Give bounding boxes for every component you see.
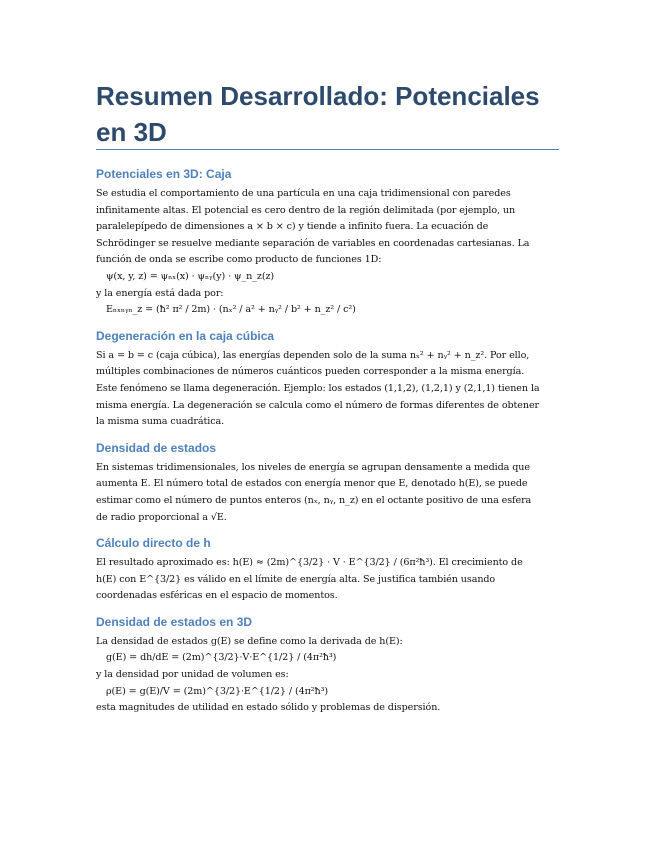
paragraph-line: Este fenómeno se llama degeneración. Ejemplo: los estados (1,1,2), (1,2,1) y (2,1,1) tienen la [96,382,540,394]
paragraph-line: y la energía está dada por: [96,287,224,299]
paragraph-line: El resultado aproximado es: h(E) ≈ (2m)^{3/2} · V · E^{3/2} / (6π²ħ³). El crecimiento de [96,557,523,569]
page-title: Resumen Desarrollado: Potenciales en 3D [96,81,540,147]
paragraph-line: Schrödinger se resuelve mediante separación de variables en coordenadas cartesianas. La [96,237,530,249]
section-densidad [96,440,560,526]
paragraph-line: la misma suma cuadrática. [96,416,225,428]
paragraph-line: múltiples combinaciones de números cuánticos pueden corresponder a la misma energía. [96,366,525,378]
paragraph-line: función de onda se escribe como producto de funciones 1D: [96,254,382,266]
paragraph-line: coordenadas esféricas en el espacio de momentos. [96,590,338,602]
section-heading: Potenciales en 3D: Caja [96,167,232,181]
paragraph-line: aumenta E. El número total de estados con energía menor que E, denotado h(E), se puede [96,478,528,490]
section-degeneracion [96,328,560,431]
paragraph-line: estimar como el número de puntos enteros (nₓ, nᵧ, n_z) en el octante positivo de una esfera [96,494,532,506]
section-heading: Densidad de estados en 3D [96,614,253,629]
paragraph-line: esta magnitudes de utilidad en estado sólido y problemas de dispersión. [96,702,441,714]
section-calculo-h [96,535,560,605]
paragraph-line: En sistemas tridimensionales, los niveles de energía se agrupan densamente a medida que [96,461,530,473]
equation-energy: Eₙₓₙᵧₙ_z = (ħ² π² / 2m) · (nₓ² / a² + nᵧ² / b² + n_z² / c²) [106,304,356,316]
paragraph-line: h(E) con E^{3/2} es válido en el límite de energía alta. Se justifica también usando [96,573,496,585]
paragraph-line: misma energía. La degeneración se calcula como el número de formas diferentes de obtener [96,399,540,411]
equation-rho: ρ(E) = g(E)/V = (2m)^{3/2}·E^{1/2} / (4π²ħ³) [106,685,329,697]
paragraph-line: Se estudia el comportamiento de una partícula en una caja tridimensional con paredes [96,188,511,199]
paragraph-line: y la densidad por unidad de volumen es: [96,669,289,681]
section-caja [96,166,560,319]
paragraph-line: La densidad de estados g(E) se define como la derivada de h(E): [96,635,403,647]
paragraph-line: paralelepípedo de dimensiones a × b × c) y tiende a infinito fuera. La ecuación de [96,221,489,233]
document-body [96,166,560,717]
paragraph-line: infinitamente altas. El potencial es cero dentro de la región delimitada (por ejemplo, un [96,204,516,216]
equation-g: g(E) = dh/dE = (2m)^{3/2}·V·E^{1/2} / (4π²ħ³) [106,652,337,664]
equation-wavefunction: ψ(x, y, z) = ψₙₓ(x) · ψₙᵧ(y) · ψ_n_z(z) [106,270,275,282]
section-densidad-3d [96,614,560,717]
paragraph-line: Si a = b = c (caja cúbica), las energías dependen solo de la suma nₓ² + nᵧ² + n_z². Por ello, [96,349,530,361]
paragraph-line: de radio proporcional a √E. [96,511,227,523]
title-underline [96,149,559,150]
section-heading: Densidad de estados [96,440,217,455]
section-heading: Cálculo directo de h [96,536,211,551]
section-heading: Degeneración en la caja cúbica [96,328,275,343]
